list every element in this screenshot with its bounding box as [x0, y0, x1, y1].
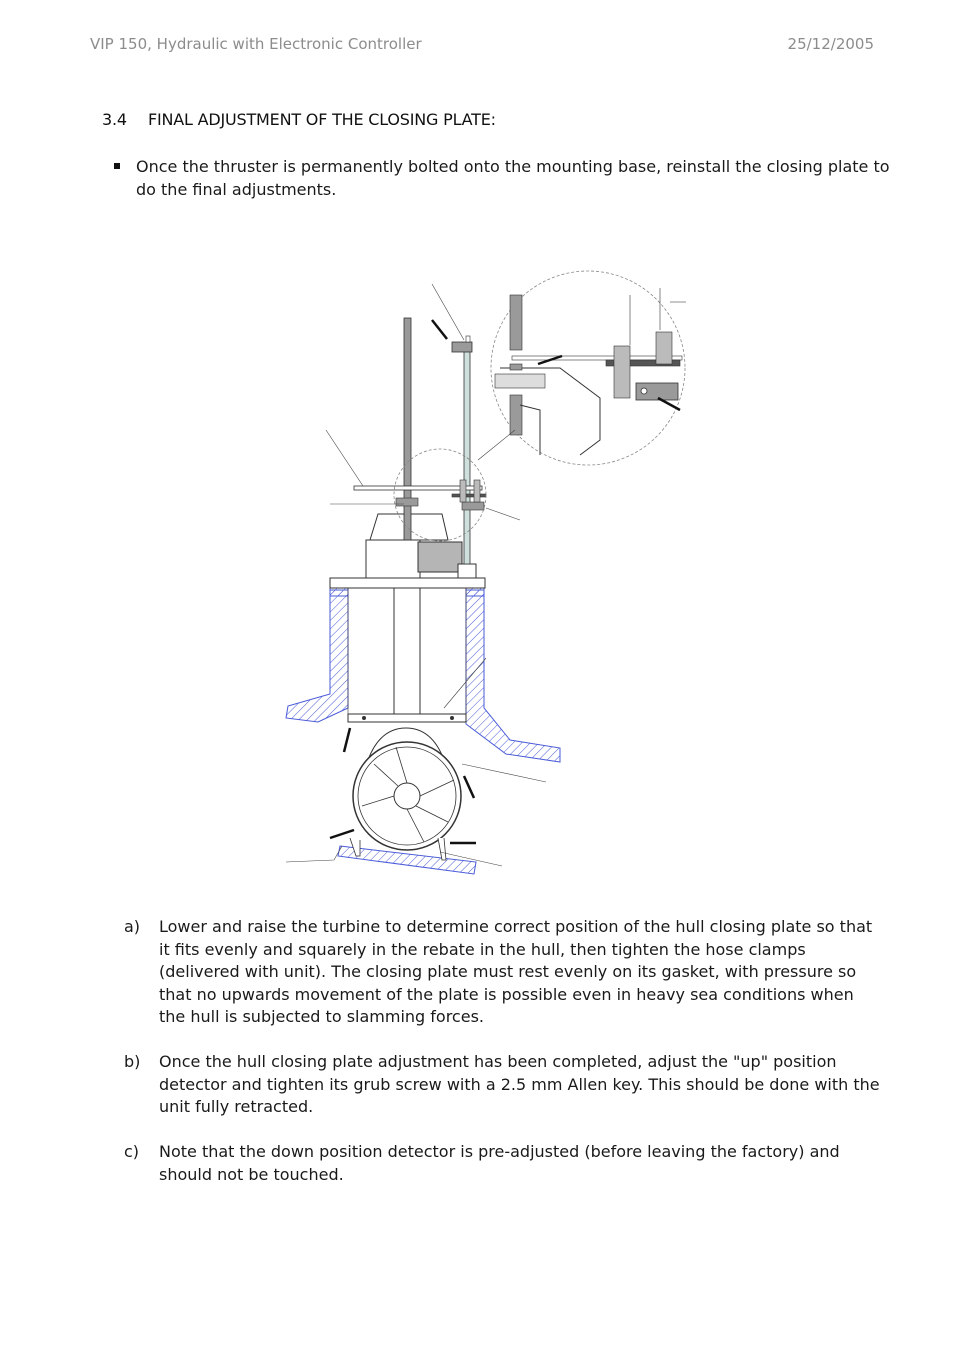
instruction-step: [124, 1051, 884, 1119]
intro-bullet-text: Once the thruster is permanently bolted onto the mounting base, reinstall the closing plate to do the final adjustments.: [136, 157, 890, 199]
instruction-step: [124, 916, 884, 1029]
step-label: c): [124, 1142, 140, 1161]
detector-bracket: [354, 480, 486, 510]
header-date: 25/12/2005: [787, 35, 874, 53]
step-text: Note that the down position detector is pre-adjusted (before leaving the factory) and should not be touched.: [159, 1142, 840, 1184]
turbine: [350, 728, 461, 860]
detail-connector-line: [478, 430, 515, 460]
instruction-step: [124, 1141, 884, 1186]
step-label: a): [124, 917, 141, 936]
intro-bullet: [114, 156, 894, 201]
section-heading: [102, 110, 496, 129]
step-text: Lower and raise the turbine to determine correct position of the hull closing plate so that it fits evenly and squarely in the rebate in the hull, then tighten the hose clamps (delivered with unit). The closing plate must rest evenly on its gasket, with pressure so that no upwards movement of the plate is possible even in heavy sea conditions when the hull is subjected to slamming forces.: [159, 917, 873, 1026]
closing-plate: [348, 714, 466, 722]
thruster-body: [330, 514, 485, 720]
step-text: Once the hull closing plate adjustment has been completed, adjust the "up" position detector and tighten its grub screw with a 2.5 mm Allen key. This should be done with the unit fully retracted.: [159, 1052, 880, 1116]
step-label: b): [124, 1052, 141, 1071]
instruction-list: [124, 916, 884, 1209]
section-number: 3.4: [102, 110, 127, 129]
up-position-detector: [452, 342, 472, 352]
detail-enlargement: [491, 271, 685, 465]
lift-shaft: [404, 318, 411, 540]
section-title: FINAL ADJUSTMENT OF THE CLOSING PLATE:: [148, 110, 496, 129]
thruster-closing-plate-diagram: [280, 265, 700, 890]
bullet-marker: [114, 163, 120, 169]
header-document-title: VIP 150, Hydraulic with Electronic Controller: [90, 35, 422, 53]
